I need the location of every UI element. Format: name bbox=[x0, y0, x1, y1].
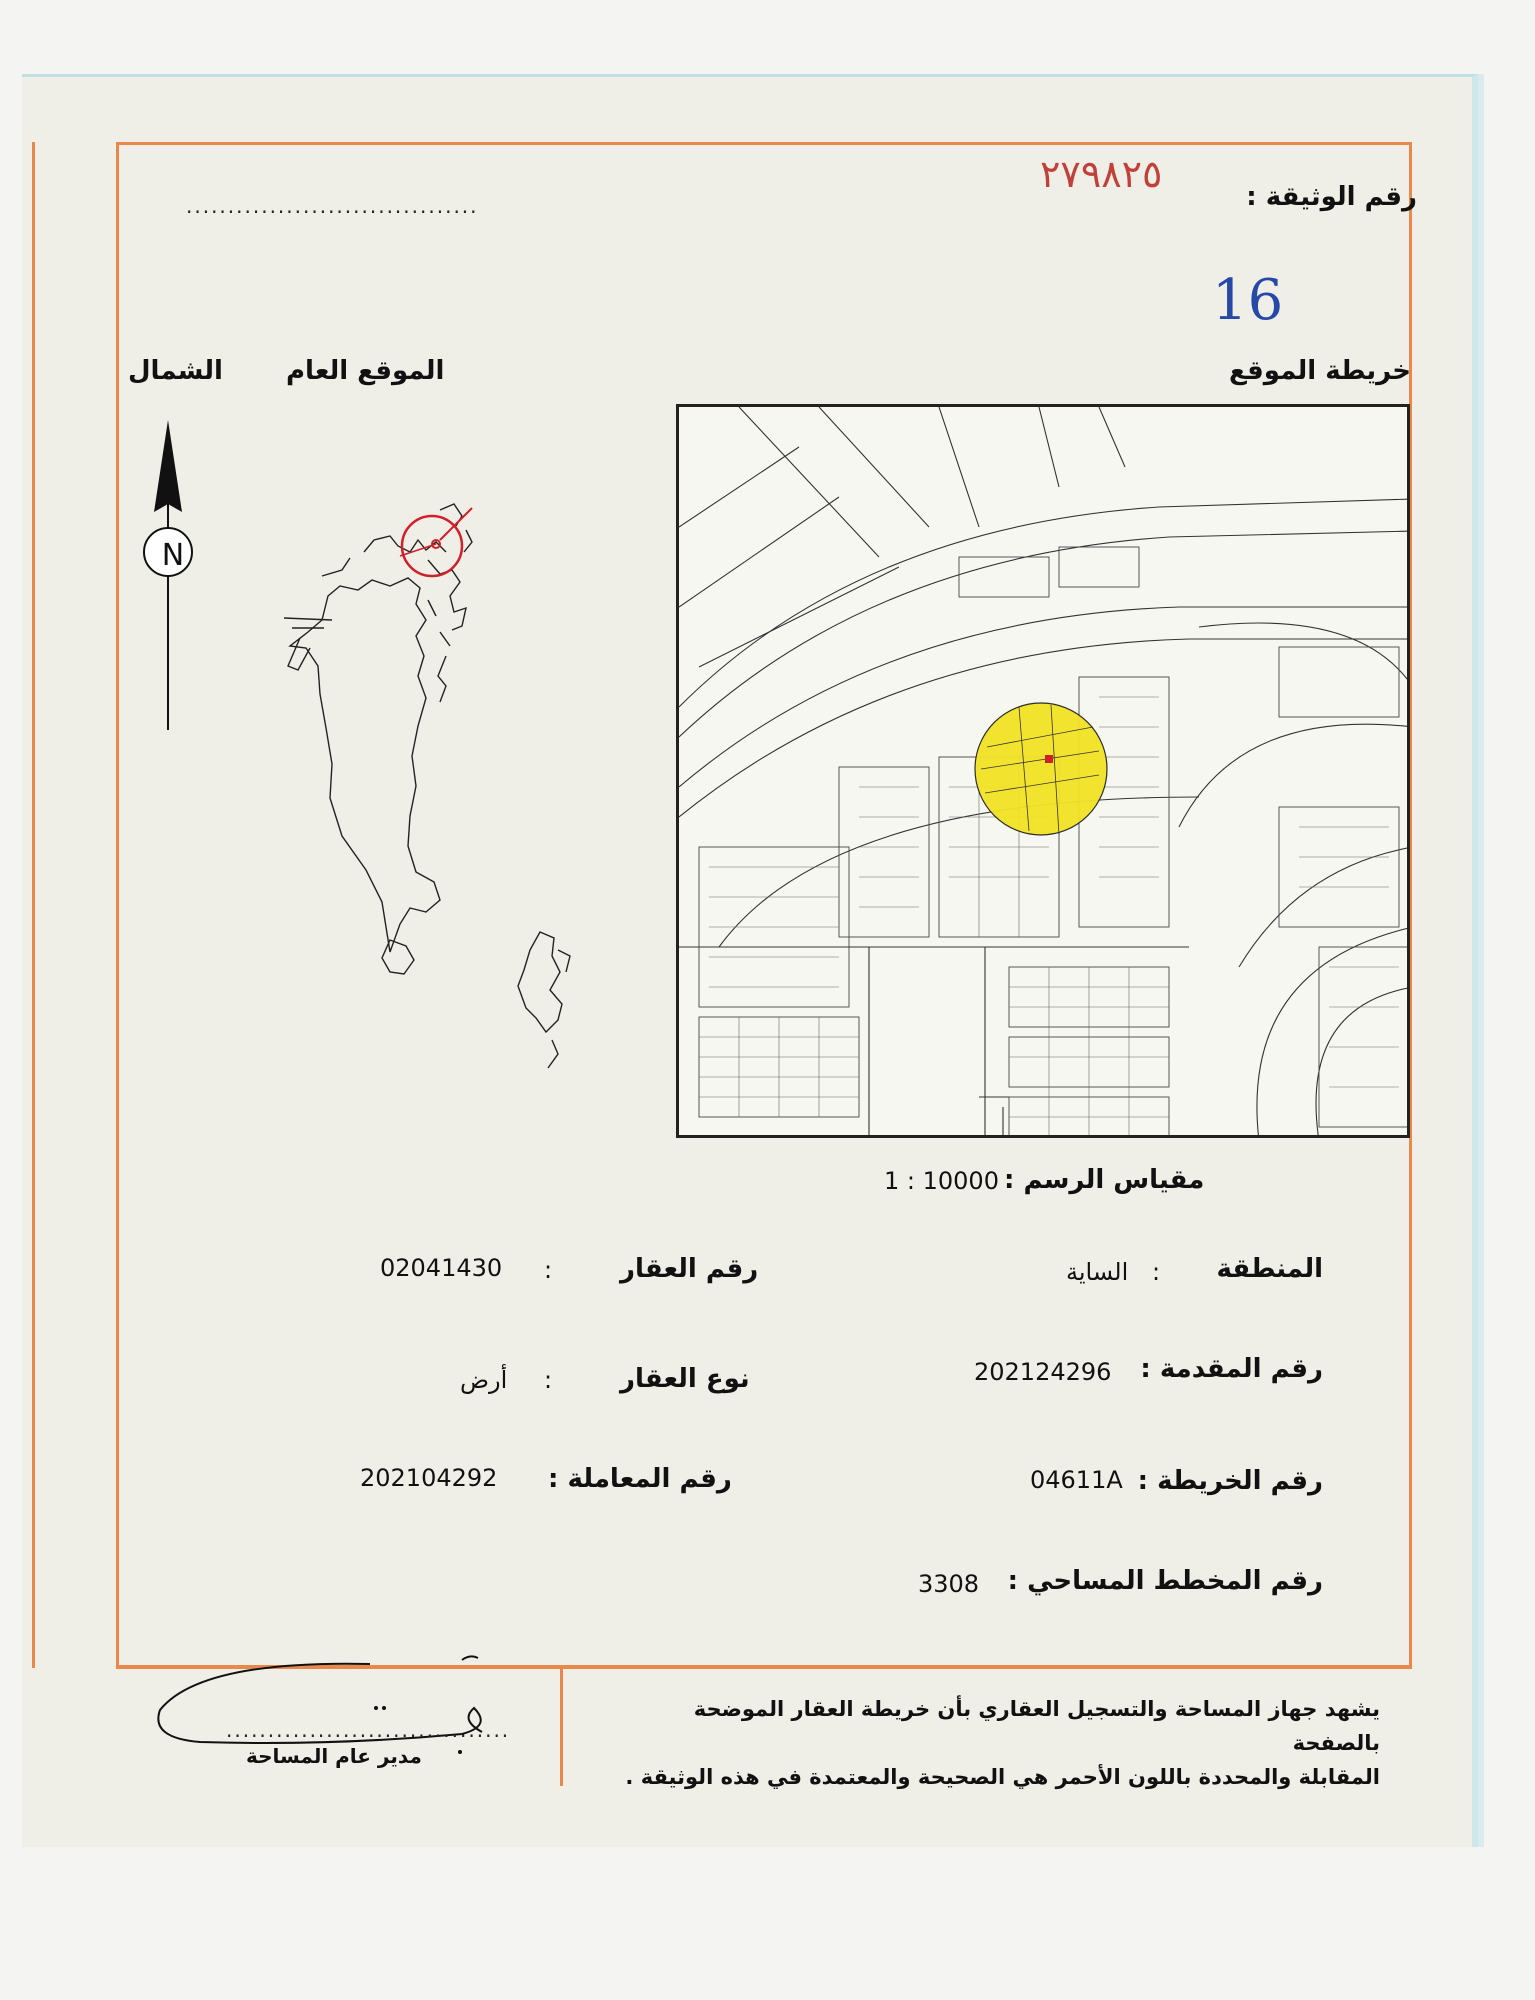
doc-number-label: رقم الوثيقة : bbox=[1246, 182, 1417, 212]
bahrain-overview-map bbox=[240, 480, 600, 1080]
intro-number-label: رقم المقدمة : bbox=[1140, 1354, 1323, 1384]
north-arrow-icon bbox=[128, 420, 208, 740]
survey-plan-label: رقم المخطط المساحي : bbox=[1007, 1566, 1323, 1596]
footer-column-divider bbox=[560, 1666, 563, 1786]
scale-value: 1 : 10000 bbox=[884, 1167, 999, 1195]
doc-number-dotted-line: ................................... bbox=[186, 194, 479, 218]
signature-dotted-line: .................................. bbox=[226, 1718, 511, 1742]
region-separator: : bbox=[1152, 1258, 1161, 1286]
signatory-title: مدير عام المساحة bbox=[246, 1744, 422, 1768]
property-type-value: أرض bbox=[460, 1366, 508, 1394]
survey-plan-value: 3308 bbox=[918, 1570, 980, 1598]
north-letter: N bbox=[161, 538, 185, 573]
attestation-line-1: يشهد جهاز المساحة والتسجيل العقاري بأن خريطة العقار الموضحة بالصفحة bbox=[693, 1697, 1380, 1755]
general-location-title: الموقع العام bbox=[286, 356, 445, 386]
intro-number-value: 202124296 bbox=[974, 1358, 1112, 1386]
north-title: الشمال bbox=[128, 356, 223, 386]
attestation-line-2: المقابلة والمحددة باللون الأحمر هي الصحيحة والمعتمدة في هذه الوثيقة . bbox=[625, 1765, 1380, 1789]
region-value: الساية bbox=[1066, 1258, 1129, 1286]
property-number-separator: : bbox=[544, 1256, 553, 1284]
location-map-title: خريطة الموقع bbox=[1228, 356, 1411, 386]
property-number-value: 02041430 bbox=[380, 1254, 503, 1282]
transaction-number-label: رقم المعاملة : bbox=[548, 1464, 732, 1494]
handwritten-page-mark: 16 bbox=[1212, 268, 1284, 333]
left-page-edge bbox=[22, 142, 35, 1668]
location-detail-map bbox=[676, 404, 1410, 1138]
attestation-text bbox=[620, 1692, 1380, 1794]
transaction-number-value: 202104292 bbox=[360, 1464, 498, 1492]
doc-number-handwritten: ٢٧٩٨٢٥ bbox=[1040, 152, 1163, 196]
map-number-value: 04611A bbox=[1030, 1466, 1123, 1494]
property-number-label: رقم العقار bbox=[620, 1254, 759, 1284]
region-label: المنطقة bbox=[1216, 1254, 1323, 1284]
site-plan-drawing bbox=[679, 407, 1410, 1138]
scale-label: مقياس الرسم : bbox=[1004, 1165, 1205, 1195]
map-number-label: رقم الخريطة : bbox=[1137, 1466, 1323, 1496]
property-type-label: نوع العقار bbox=[620, 1364, 750, 1394]
property-type-separator: : bbox=[544, 1366, 553, 1394]
